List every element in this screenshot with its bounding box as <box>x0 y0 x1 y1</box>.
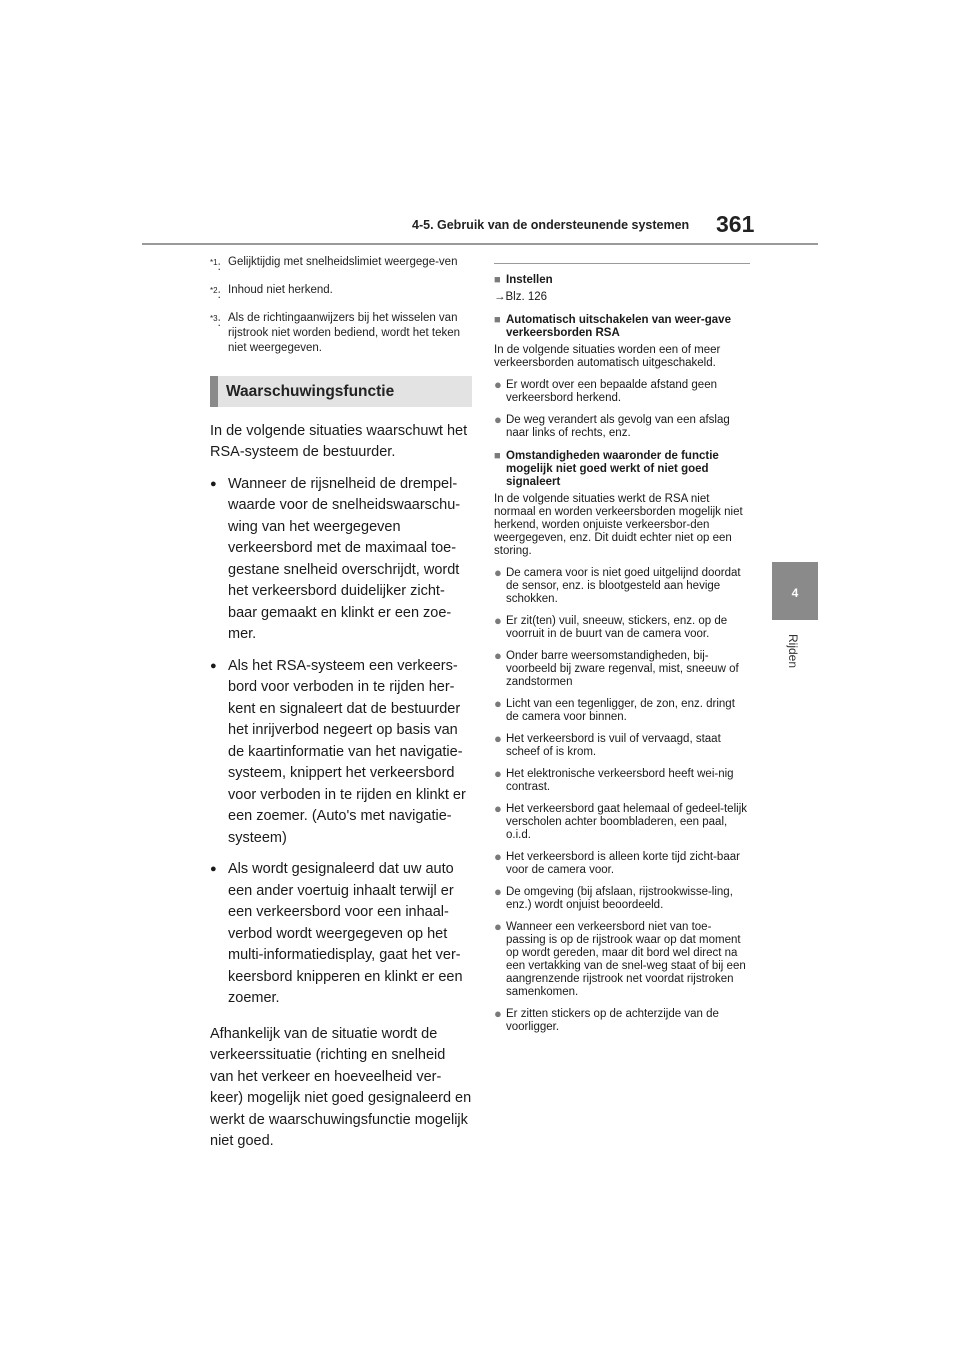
left-column <box>210 255 472 1153</box>
bullet-icon: ● <box>210 863 217 876</box>
list-item: ● Licht van een tegenligger, de zon, enz. dringt de camera voor binnen. <box>494 696 735 723</box>
list-item: ● Onder barre weersomstandigheden, bij-voorbeeld bij zware regenval, mist, sneeuw of zandstormen <box>494 648 739 688</box>
subsection-intro: In de volgende situaties worden een of meer verkeersborden automatisch uitgeschakeld. <box>494 344 721 369</box>
list-item: ● Als het RSA-systeem een verkeers-bord voor verboden in te rijden her-kent en signaleert dat de bestuurder het inrijverbod negeert op basis van de kaartinformatie van het navigatie-systeem, knippert het verkeersbord voor verboden in te rijden en klinkt er een zoemer. (Auto's met navigatie-systeem) <box>210 656 472 850</box>
bullet-icon: ● <box>494 412 502 427</box>
list-item: ● Het elektronische verkeersbord heeft wei-nig contrast. <box>494 766 734 793</box>
list-item: ● Het verkeersbord is alleen korte tijd zicht-baar voor de camera voor. <box>494 849 740 876</box>
subsection-heading: ■ Automatisch uitschakelen van weer-gave verkeersborden RSA <box>494 314 731 339</box>
list-item: ● De weg verandert als gevolg van een afslag naar links of rechts, enz. <box>494 412 730 439</box>
bullet-icon: ● <box>494 565 502 580</box>
square-bullet-icon: ■ <box>494 274 501 286</box>
list-item: ● Het verkeersbord is vuil of vervaagd, staat scheef of is krom. <box>494 731 721 758</box>
subsection-heading: ■ Instellen <box>494 274 553 286</box>
bullet-icon: ● <box>210 477 217 490</box>
footnote-text: Inhoud niet herkend. <box>228 283 333 296</box>
chapter-label: Rijden <box>786 634 800 669</box>
section-intro: In de volgende situaties waarschuwt het RSA-systeem de bestuurder. <box>210 422 468 461</box>
chapter-tab <box>772 562 818 620</box>
footnote: $^{*1}$: Gelijktijdig met snelheidslimiet weergege-ven <box>210 256 458 273</box>
bullet-icon: ● <box>494 696 502 711</box>
list-item: ● Als wordt gesignaleerd dat uw auto een ander voertuig inhaalt terwijl er een verkeersbord voor een inhaal-verbod wordt weergegeven op het multi-informatiedisplay, gaat het ver-keersbord knipperen en klinkt er een zoemer. <box>210 859 472 1010</box>
subsection-intro: In de volgende situaties werkt de RSA niet normaal en worden verkeersborden mogelijk niet herkend, worden onjuiste verkeersbor-den weergegeven, enz. Dit duidt echter niet op een storing. <box>494 493 743 557</box>
page-number: 361 <box>716 211 755 237</box>
bullet-icon: ● <box>210 659 217 672</box>
section-closing: Afhankelijk van de situatie wordt de verkeerssituatie (richting en snelheid van het verkeer en hoeveelheid ver-keer) mogelijk niet goed gesignaleerd en werkt de waarschuwingsfunctie mogelijk niet goed. <box>210 1025 472 1150</box>
subsection-heading: ■ Omstandigheden waaronder de functie mogelijk niet goed werkt of niet goed signaleert <box>494 450 719 488</box>
list-item: ● Wanneer de rijsnelheid de drempel-waarde voor de snelheidswaarschu-wing van het weergegeven verkeersbord met de maximaal toe-gestane snelheid overschrijdt, wordt het verkeersbord duidelijker zicht-baar gemaakt en klinkt er een zoe-mer. <box>210 474 472 646</box>
footnote-text: Als de richtingaanwijzers bij het wisselen van rijstrook niet worden bediend, wordt het teken niet weergegeven. <box>228 311 461 354</box>
footnote: $^{*2}$: Inhoud niet herkend. <box>210 283 333 301</box>
bullet-icon: ● <box>494 766 502 781</box>
bullet-icon: ● <box>494 849 502 864</box>
bullet-icon: ● <box>494 1006 502 1021</box>
footnote: $^{*3}$: Als de richtingaanwijzers bij het wisselen van rijstrook niet worden bediend, wordt het teken niet weergegeven. <box>210 311 472 356</box>
list-item: ● Wanneer een verkeersbord niet van toe-passing is op de rijstrook waar op dat moment op wordt gereden, maar dit bord wel direct na een vertakking van de snel-weg staat of bij een aangrenzende rijstrook net voordat rijstroken samenkomen. <box>494 919 746 998</box>
square-bullet-icon: ■ <box>494 450 501 462</box>
list-item: ● Er zit(ten) vuil, sneeuw, stickers, enz. op de voorruit in de buurt van de camera voor. <box>494 613 728 640</box>
page-reference[interactable]: →Blz. 126 <box>494 291 548 303</box>
bullet-icon: ● <box>494 648 502 663</box>
footnote-text: Gelijktijdig met snelheidslimiet weergege-ven <box>228 256 458 268</box>
section-heading: Waarschuwingsfunctie <box>210 376 472 407</box>
bullet-icon: ● <box>494 884 502 899</box>
list-item: ● Het verkeersbord gaat helemaal of gedeel-telijk verscholen achter boombladeren, een paal, o.i.d. <box>494 801 747 841</box>
bullet-icon: ● <box>494 377 502 392</box>
bullet-icon: ● <box>494 613 502 628</box>
bullet-icon: ● <box>494 731 502 746</box>
bullet-icon: ● <box>494 919 502 934</box>
list-item: ● Er wordt over een bepaalde afstand geen verkeersbord herkend. <box>494 377 717 404</box>
list-item: ● Er zitten stickers op de achterzijde van de voorligger. <box>494 1006 719 1033</box>
list-item: ● De camera voor is niet goed uitgelijnd doordat de sensor, enz. is blootgesteld aan hevige schokken. <box>494 565 741 605</box>
chapter-number: 4 <box>791 586 799 600</box>
column-divider <box>494 263 750 264</box>
bullet-icon: ● <box>494 801 502 816</box>
square-bullet-icon: ■ <box>494 314 501 326</box>
right-column <box>494 263 750 1034</box>
list-item: ● De omgeving (bij afslaan, rijstrookwisse-ling, enz.) wordt onjuist beoordeeld. <box>494 884 733 911</box>
header-divider <box>142 243 818 245</box>
section-title: 4-5. Gebruik van de ondersteunende systemen <box>412 218 690 232</box>
